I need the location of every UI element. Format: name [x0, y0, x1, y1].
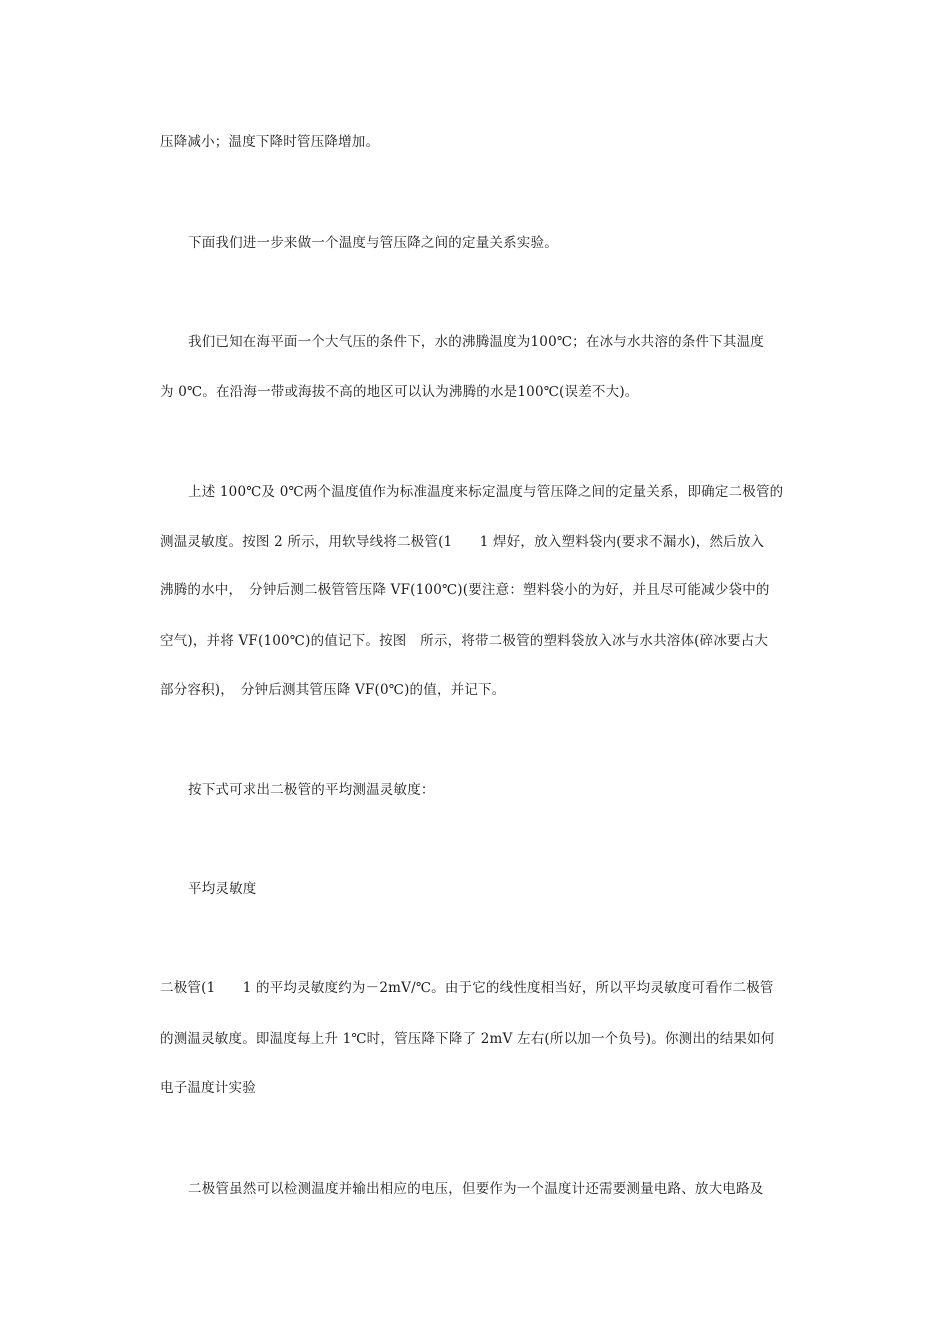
- text-line: 压降减小；温度下降时管压降增加。: [160, 134, 380, 150]
- text-line: 二极管(1 1 的平均灵敏度约为－2mV/℃。由于它的线性度相当好，所以平均灵敏度可看作二极管: [160, 980, 774, 996]
- text-line: 为 0℃。在沿海一带或海拔不高的地区可以认为沸腾的水是100℃(误差不大)。: [160, 384, 639, 400]
- text-line: 空气)，并将 VF(100℃)的值记下。按图 所示，将带二极管的塑料袋放入冰与水共溶体(碎冰要占大: [160, 633, 769, 649]
- text-line: 二极管虽然可以检测温度并输出相应的电压，但要作为一个温度计还需要测量电路、放大电路及: [188, 1181, 764, 1197]
- section-heading: 电子温度计实验: [160, 1080, 256, 1096]
- text-line: 我们已知在海平面一个大气压的条件下，水的沸腾温度为100℃；在冰与水共溶的条件下其温度: [188, 334, 764, 350]
- text-line: 测温灵敏度。按图 2 所示，用软导线将二极管(1 1 焊好，放入塑料袋内(要求不漏水)，然后放入: [160, 534, 765, 550]
- text-line: 上述 100℃及 0℃两个温度值作为标准温度来标定温度与管压降之间的定量关系，即确定二极管的: [188, 484, 784, 500]
- text-line: 的测温灵敏度。即温度每上升 1℃时，管压降下降了 2mV 左右(所以加一个负号)。你测出的结果如何: [160, 1031, 775, 1047]
- text-line: 沸腾的水中， 分钟后测二极管管压降 VF(100℃)(要注意：塑料袋小的为好，并且尽可能减少袋中的: [160, 582, 770, 598]
- text-line: 下面我们进一步来做一个温度与管压降之间的定量关系实验。: [188, 235, 558, 251]
- text-line: 部分容积)， 分钟后测其管压降 VF(0℃)的值，并记下。: [160, 682, 506, 698]
- text-line: 平均灵敏度: [188, 881, 257, 897]
- text-line: 按下式可求出二极管的平均测温灵敏度：: [188, 782, 435, 798]
